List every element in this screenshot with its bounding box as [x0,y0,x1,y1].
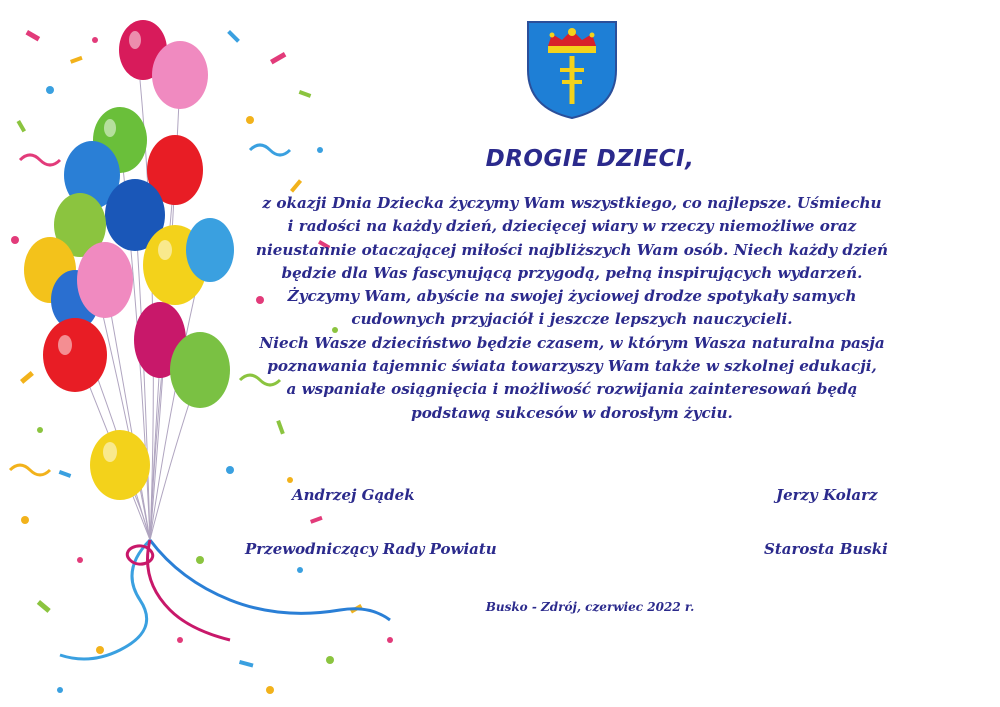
body-line: i radości na każdy dzień, dziecięcej wiary w rzeczy niemożliwe oraz [287,217,857,236]
place-and-date: Busko - Zdrój, czerwiec 2022 r. [485,600,695,614]
right-signature-name: Jerzy Kolarz [776,486,878,504]
body-line: poznawania tajemnic świata towarzyszy Wam także w szkolnej edukacji, [267,357,877,376]
greeting-body [238,192,906,425]
coat-of-arms-icon [526,20,618,120]
body-line: a wspaniałe osiągnięcia i możliwość rozwijania zainteresowań będą [286,380,858,399]
greeting-title: DROGIE DZIECI, [485,146,695,172]
right-signature-role: Starosta Buski [764,540,888,558]
balloons [24,20,234,500]
left-signature-role: Przewodniczący Rady Powiatu [245,540,497,558]
body-line: podstawą sukcesów w dorosłym życiu. [411,403,733,422]
body-line: nieustannie otaczającej miłości najbliższych Wam osób. Niech każdy dzień [255,240,889,259]
body-line: Niech Wasze dzieciństwo będzie czasem, w którym Wasza naturalna pasja [259,333,885,352]
body-line: będzie dla Was fascynującą przygodą, pełną inspirujących wydarzeń. [281,263,863,282]
body-line: Życzymy Wam, abyście na swojej życiowej drodze spotykały samych [287,287,857,306]
left-signature-name: Andrzej Gądek [292,486,415,504]
body-line: cudownych przyjaciół i jeszcze lepszych nauczycieli. [351,310,793,329]
body-line: z okazji Dnia Dziecka życzymy Wam wszystkiego, co najlepsze. Uśmiechu [262,194,882,212]
